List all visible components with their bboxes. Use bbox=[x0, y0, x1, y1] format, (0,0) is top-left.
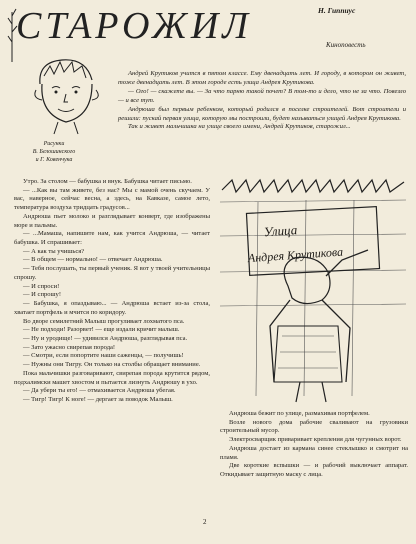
story-paragraph: Андрюша пьет молоко и разглядывает конверт, где изображены море и пальмы. bbox=[14, 212, 210, 229]
story-paragraph: — Нужны они Тигру. Он только на столбы обращает внимание. bbox=[23, 361, 201, 369]
story-paragraph: — Ну и уродище! — удивился Андрюша, разглядывая пса. bbox=[23, 334, 188, 342]
story-paragraph: Андрюша бежит по улице, размахивая портфелем. bbox=[229, 410, 370, 417]
story-paragraph: Андрюша достает из кармана синее стеклышко и смотрит на пламя. bbox=[220, 444, 408, 461]
sign-text-street: Улица bbox=[263, 222, 298, 240]
page-number: 2 bbox=[203, 518, 207, 526]
story-text-right bbox=[220, 410, 408, 480]
story-paragraph: — Тебя послушать, ты первый ученик. Я вот у твоей учительницы спрошу. bbox=[14, 265, 210, 281]
story-paragraph: — ...Как вы там живете, без нас? Мы с мамой очень скучаем. У вас, наверное, сейчас весна, а здесь, на Кавказе, самое лето, температура воздуха тридцать градусов... bbox=[14, 186, 210, 212]
credits-line: и Г. Ковенчука bbox=[35, 157, 73, 163]
intro-paragraph: Андрюша был первым ребенком, который родился в поселке строителей. Вот строители и решили: пускай первая улица, которую мы построили, будет называться улицей Андрея Крутикова. bbox=[118, 105, 406, 122]
sign-text-name: Андрея Крутикова bbox=[247, 244, 344, 266]
author-name: Н. Гиппиус bbox=[318, 6, 356, 15]
story-paragraph: Электросварщик приваривает крепления для чугунных ворот. bbox=[229, 436, 402, 444]
story-paragraph: — Тигр! Тигр! К ноге! — дергает за поводок Малыш. bbox=[23, 395, 173, 403]
credits-line: Рисунки bbox=[43, 141, 65, 147]
intro-paragraph: Андрей Крутиков учится в пятом классе. Ему двенадцать лет. И городу, в котором он живет, тоже двенадцать лет. В этом городе есть улица Андрея Крутикова. bbox=[118, 70, 406, 86]
page-title: СТАРОЖИЛ bbox=[16, 5, 252, 47]
plant-sprig-drawing bbox=[6, 4, 20, 64]
intro-paragraphs bbox=[118, 70, 406, 132]
story-paragraph: Две короткие вспышки — и рабочий выключает аппарат. Откидывает защитную маску с лица. bbox=[220, 462, 408, 479]
intro-paragraph: — Ого! — скажете вы. — За что парню такой почет? В том-то и дело, что не за что. Повезло — и все тут. bbox=[118, 87, 406, 104]
story-paragraph: — А как ты учишься? bbox=[23, 247, 85, 255]
story-text-left bbox=[14, 178, 210, 405]
story-paragraph: Пока мальчишки разговаривают, свирепая порода крутится рядом, подхалимски машет хвостом и пытается лизнуть Андрюшу в ухо. bbox=[14, 369, 210, 386]
story-paragraph: — ...Мамаша, напишите нам, как учится Андрюша, — читает бабушка. И спрашивает: bbox=[14, 230, 210, 247]
story-paragraph: Возле нового дома рабочие сваливают на грузовики строительный мусор. bbox=[220, 418, 408, 435]
story-paragraph: — Зато ужасно свирепая порода! bbox=[23, 343, 116, 351]
story-paragraph: Во дворе семилетний Малыш прогуливает лохматого пса. bbox=[23, 317, 185, 325]
story-paragraph: — И спроси! bbox=[23, 282, 60, 290]
story-paragraph: — И спрошу! bbox=[23, 291, 61, 299]
story-paragraph: Утро. За столом — бабушка и внук. Бабушка читает письмо. bbox=[23, 178, 192, 185]
story-paragraph: — Не подходи! Разорвет! — еще издали кричит малыш. bbox=[23, 326, 180, 334]
story-paragraph: — Смотри, если попортите наши саженцы, — получишь! bbox=[23, 352, 184, 360]
credits-line: В. Белошинского bbox=[32, 149, 76, 155]
story-paragraph: — Да убери ты его! — отмахивается Андрюша убегая. bbox=[23, 387, 176, 395]
intro-paragraph: Так и живет мальчишка на улице своего имени, Андрей Крутиков, старожил... bbox=[128, 123, 351, 131]
illustration-credits bbox=[14, 140, 94, 164]
genre-label: Киноповесть bbox=[326, 41, 366, 49]
story-paragraph: — Бабушка, я опаздываю... — Андрюша встает из-за стола, хватает портфель и мчится по коридору. bbox=[14, 300, 210, 316]
boy-at-sign-illustration bbox=[218, 176, 410, 404]
boy-portrait-drawing bbox=[28, 54, 108, 136]
story-paragraph: — В общем — нормально! — отвечает Андрюша. bbox=[23, 256, 163, 264]
